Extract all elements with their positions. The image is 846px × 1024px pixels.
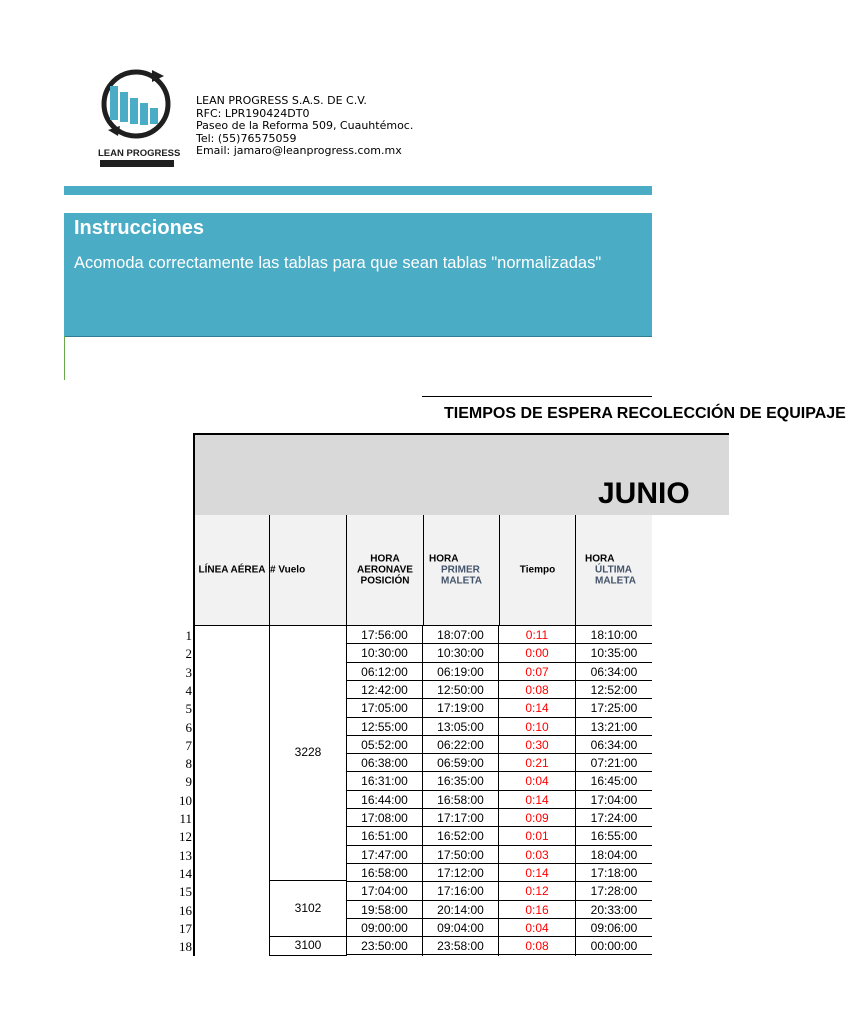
cell-wait: 0:12 bbox=[525, 884, 549, 899]
row-number: 11 bbox=[179, 811, 192, 826]
cell-last: 17:18:00 bbox=[590, 865, 638, 880]
row-number: 2 bbox=[185, 646, 192, 662]
cell-wait: 0:10 bbox=[525, 719, 549, 734]
flight-number: 3228 bbox=[294, 745, 322, 759]
cell-first: 16:58:00 bbox=[437, 792, 484, 807]
instructions-title: Instrucciones bbox=[74, 217, 205, 239]
row-number: 10 bbox=[179, 792, 192, 808]
cell-first: 17:50:00 bbox=[437, 847, 484, 862]
instructions-box bbox=[64, 213, 652, 337]
cell-first: 10:30:00 bbox=[437, 646, 484, 661]
cell-last: 16:45:00 bbox=[590, 774, 638, 789]
row-number: 13 bbox=[179, 847, 192, 863]
cell-pos: 16:51:00 bbox=[361, 829, 408, 844]
cell-first: 23:58:00 bbox=[437, 939, 484, 954]
row-number: 3 bbox=[185, 664, 192, 680]
company-info bbox=[196, 95, 413, 158]
cell-pos: 12:55:00 bbox=[361, 719, 408, 734]
cell-first: 17:16:00 bbox=[437, 884, 484, 899]
cell-first: 12:50:00 bbox=[437, 682, 484, 697]
company-logo bbox=[96, 68, 180, 170]
cell-first: 13:05:00 bbox=[437, 719, 484, 734]
cell-pos: 12:42:00 bbox=[361, 682, 408, 697]
company-email: Email: jamaro@leanprogress.com.mx bbox=[196, 144, 402, 157]
cell-wait: 0:09 bbox=[525, 811, 549, 825]
cell-pos: 10:30:00 bbox=[361, 646, 408, 661]
header-airline: LÍNEA AÉREA bbox=[195, 515, 270, 625]
header-first-bag: HORA PRIMER MALETA bbox=[424, 515, 500, 625]
cell-last: 17:25:00 bbox=[590, 701, 638, 716]
row-divider bbox=[346, 954, 652, 955]
cell-last: 10:35:00 bbox=[590, 646, 638, 661]
cell-first: 16:52:00 bbox=[437, 829, 484, 844]
cell-first: 17:17:00 bbox=[437, 811, 484, 825]
flight-number: 3100 bbox=[294, 938, 322, 952]
cell-pos: 19:58:00 bbox=[361, 902, 408, 917]
row-number: 17 bbox=[179, 920, 192, 936]
row-number: 18 bbox=[179, 939, 192, 955]
row-number: 6 bbox=[185, 719, 192, 735]
company-name: LEAN PROGRESS S.A.S. DE C.V. bbox=[196, 94, 367, 107]
cell-wait: 0:16 bbox=[525, 902, 549, 917]
cell-pos: 16:44:00 bbox=[361, 792, 408, 807]
cell-first: 17:19:00 bbox=[437, 701, 484, 716]
row-number: 14 bbox=[179, 865, 192, 881]
cell-first: 09:04:00 bbox=[437, 920, 484, 935]
cell-wait: 0:04 bbox=[525, 920, 549, 935]
row-number: 12 bbox=[179, 829, 192, 845]
cell-pos: 05:52:00 bbox=[361, 737, 408, 752]
header-last-bag: HORA ÚLTIMA MALETA bbox=[585, 553, 636, 587]
header-wait-time: Tiempo bbox=[500, 515, 576, 625]
cell-first: 16:35:00 bbox=[437, 774, 484, 789]
cell-border bbox=[64, 336, 65, 380]
cell-wait: 0:11 bbox=[525, 628, 549, 642]
group-divider bbox=[269, 880, 347, 881]
group-divider bbox=[269, 936, 347, 937]
cell-wait: 0:03 bbox=[525, 847, 549, 862]
row-number: 7 bbox=[185, 737, 192, 753]
cell-wait: 0:21 bbox=[525, 756, 549, 771]
header-divider bbox=[64, 186, 652, 195]
cell-last: 20:33:00 bbox=[590, 902, 638, 917]
header-flight: # Vuelo bbox=[270, 515, 347, 625]
cell-first: 17:12:00 bbox=[437, 865, 484, 880]
instructions-text: Acomoda correctamente las tablas para que sean tablas "normalizadas" bbox=[74, 254, 602, 272]
row-number: 5 bbox=[185, 701, 192, 717]
cell-wait: 0:14 bbox=[525, 792, 549, 807]
cell-last: 12:52:00 bbox=[590, 682, 638, 697]
cell-last: 06:34:00 bbox=[590, 737, 638, 752]
cell-wait: 0:30 bbox=[525, 737, 549, 752]
table-title: TIEMPOS DE ESPERA RECOLECCIÓN DE EQUIPAJE bbox=[444, 405, 846, 422]
cell-pos: 23:50:00 bbox=[361, 939, 408, 954]
cell-wait: 0:00 bbox=[525, 646, 549, 661]
cell-pos: 17:56:00 bbox=[361, 628, 408, 642]
company-rfc: RFC: LPR190424DT0 bbox=[196, 106, 310, 120]
cell-pos: 17:47:00 bbox=[361, 847, 408, 862]
row-number: 15 bbox=[179, 884, 192, 900]
cell-last: 07:21:00 bbox=[590, 756, 638, 771]
cell-first: 06:59:00 bbox=[437, 756, 484, 771]
cell-pos: 17:05:00 bbox=[361, 701, 408, 716]
company-phone: Tel: (55)76575059 bbox=[196, 131, 297, 145]
row-number: 1 bbox=[185, 628, 192, 643]
cell-first: 06:19:00 bbox=[437, 664, 484, 679]
header-aircraft-position: HORA AERONAVE POSICIÓN bbox=[347, 515, 424, 625]
row-number: 9 bbox=[185, 774, 192, 790]
cell-first: 18:07:00 bbox=[437, 628, 484, 642]
cell-last: 06:34:00 bbox=[590, 664, 638, 679]
cell-last: 17:28:00 bbox=[590, 884, 638, 899]
cell-last: 16:55:00 bbox=[590, 829, 638, 844]
row-number: 16 bbox=[179, 902, 192, 918]
cell-last: 17:24:00 bbox=[590, 811, 638, 825]
cell-first: 20:14:00 bbox=[437, 902, 484, 917]
column-header-row bbox=[193, 515, 652, 626]
cell-wait: 0:04 bbox=[525, 774, 549, 789]
cell-pos: 17:08:00 bbox=[361, 811, 408, 825]
cell-last: 18:10:00 bbox=[590, 628, 638, 642]
cell-wait: 0:01 bbox=[525, 829, 549, 844]
title-rule bbox=[422, 396, 652, 397]
cell-last: 18:04:00 bbox=[590, 847, 638, 862]
table-left-border bbox=[193, 626, 195, 956]
cell-last: 13:21:00 bbox=[590, 719, 638, 734]
row-number: 8 bbox=[185, 756, 192, 772]
cell-pos: 06:12:00 bbox=[361, 664, 408, 679]
cell-pos: 16:58:00 bbox=[361, 865, 408, 880]
row-number: 4 bbox=[185, 682, 192, 698]
cell-pos: 16:31:00 bbox=[361, 774, 408, 789]
logo-wordmark: LEAN PROGRESS bbox=[98, 148, 181, 159]
cell-wait: 0:14 bbox=[525, 865, 549, 880]
cell-wait: 0:08 bbox=[525, 939, 549, 954]
group-divider bbox=[269, 955, 347, 956]
flight-number: 3102 bbox=[294, 901, 322, 915]
month-label: JUNIO bbox=[598, 477, 690, 510]
cell-wait: 0:07 bbox=[525, 664, 549, 679]
cell-first: 06:22:00 bbox=[437, 737, 484, 752]
cell-last: 09:06:00 bbox=[590, 920, 638, 935]
cell-pos: 06:38:00 bbox=[361, 756, 408, 771]
company-address: Paseo de la Reforma 509, Cuauhtémoc. bbox=[196, 119, 414, 132]
cell-last: 00:00:00 bbox=[590, 939, 638, 954]
cell-pos: 09:00:00 bbox=[361, 920, 408, 935]
cell-last: 17:04:00 bbox=[590, 792, 638, 807]
cell-pos: 17:04:00 bbox=[361, 884, 408, 899]
cell-wait: 0:08 bbox=[525, 682, 549, 697]
cell-wait: 0:14 bbox=[525, 701, 549, 716]
